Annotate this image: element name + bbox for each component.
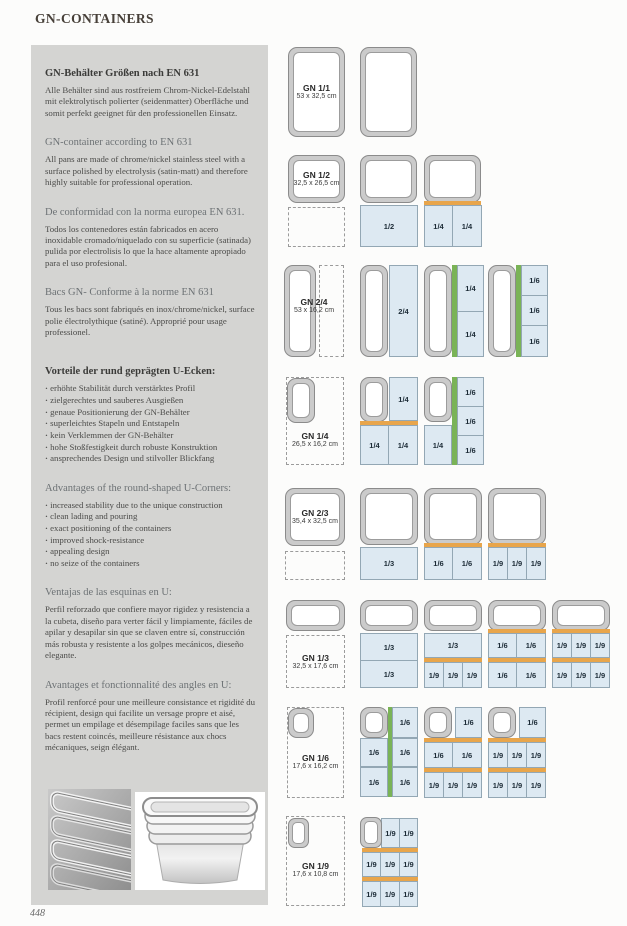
- fraction-cell: 1/6: [392, 767, 418, 797]
- fraction-cell: 1/4: [452, 205, 482, 247]
- gn-pan-inner: [429, 493, 477, 540]
- section-heading-de: GN-Behälter Größen nach EN 631: [45, 68, 200, 79]
- gn-pan-inner: [429, 382, 447, 417]
- fraction-cell: 1/9: [380, 852, 400, 877]
- fraction-cell: 1/3: [360, 633, 418, 661]
- orange-divider-stripe: [424, 658, 482, 662]
- gn-pan-shape: [360, 488, 418, 545]
- fraction-cell: 1/4: [457, 265, 484, 312]
- gn-size-dimensions: 17,6 x 10,8 cm: [292, 870, 339, 878]
- list-item: · improved shock-resistance: [45, 535, 256, 547]
- gn-size-dimensions: 17,6 x 16,2 cm: [292, 762, 339, 770]
- fraction-cell: 1/9: [362, 852, 381, 877]
- page-title: GN-CONTAINERS: [35, 11, 154, 26]
- fraction-cell: 1/9: [399, 881, 418, 907]
- fraction-cell: 1/6: [360, 738, 388, 767]
- green-divider-stripe: [452, 265, 457, 357]
- fraction-cell: 1/9: [399, 818, 418, 848]
- fraction-cell: 1/9: [380, 881, 400, 907]
- gn-pan-shape: [286, 600, 345, 631]
- gn-pan-inner: [365, 52, 412, 132]
- fraction-cell: 1/9: [381, 818, 400, 848]
- fraction-cell: 1/9: [552, 633, 572, 658]
- gn-pan-shape: [360, 377, 388, 422]
- fraction-cell: 1/6: [455, 707, 482, 738]
- fraction-cell: 1/6: [516, 633, 546, 658]
- gn-size-label: [282, 294, 346, 318]
- gn-pan-shape: [288, 708, 314, 738]
- fraction-cell: 1/9: [526, 772, 546, 798]
- fraction-cell: 1/2: [360, 205, 418, 247]
- gn-pan-inner: [365, 493, 413, 540]
- gn-size-name: GN 1/3: [302, 652, 329, 663]
- gn-pan-inner: [365, 160, 412, 198]
- gn-pan-inner: [291, 605, 340, 626]
- gn-pan-shape: [288, 47, 345, 137]
- gn-pan-inner: [493, 493, 541, 540]
- gn-pan-shape: [488, 600, 546, 631]
- list-item: · zielgerechtes und sauberes Ausgießen: [45, 395, 256, 407]
- gn-pan-inner: [365, 712, 383, 733]
- advantages-heading-fr: Avantages et fonctionnalité des angles en U:: [45, 679, 232, 691]
- fraction-cell: 1/6: [457, 406, 484, 436]
- orange-divider-stripe: [362, 877, 418, 881]
- gn-pan-inner: [292, 383, 310, 418]
- dashed-outline: [288, 207, 345, 247]
- fraction-cell: 1/6: [488, 633, 517, 658]
- gn-pan-inner: [429, 160, 476, 198]
- list-item: · genaue Positionierung der GN-Behälter: [45, 407, 256, 419]
- fraction-cell: 1/6: [392, 707, 418, 738]
- orange-divider-stripe: [488, 658, 546, 662]
- list-item: · hohe Stoßfestigkeit durch robuste Konstruktion: [45, 442, 256, 454]
- fraction-cell: 1/9: [507, 547, 527, 580]
- gn-pan-inner: [293, 52, 340, 132]
- gn-size-name: GN 1/6: [302, 752, 329, 763]
- gn-pan-shape: [360, 817, 382, 848]
- gn-size-dimensions: 35,4 x 32,5 cm: [292, 517, 338, 525]
- list-item: · clean lading and pouring: [45, 511, 256, 523]
- fraction-cell: 1/9: [590, 633, 610, 658]
- green-divider-stripe: [388, 707, 392, 797]
- gn-size-label: [287, 750, 344, 774]
- advantages-body-es: Perfil reforzado que confiere mayor rigidez y resistencia a la cubeta, diseño para verter fácil y limpiamente, fáciles de apilar y desapilar sin que se claven entre sí, construcción más robusta y resistente a los golpes mecánicos, dieseño elegante.: [45, 604, 253, 661]
- section-body-es: Todos los contenedores están fabricados en acero inoxidable cromado/niquelado con su superficie (satinada) pulida por electrolisis lo que la hace altamente apropiado para el uso profesional.: [45, 223, 251, 268]
- fraction-cell: 1/9: [590, 662, 610, 688]
- list-item: · no seize of the containers: [45, 558, 256, 570]
- section-body-en: All pans are made of chrome/nickel stainless steel with a surface polished by electrolysis (satin-matt) and therefore highly suitable for professional operation.: [45, 154, 248, 188]
- list-item: · ansprechendes Design und stilvoller Blickfang: [45, 453, 256, 465]
- fraction-cell: 1/6: [521, 295, 548, 326]
- gn-pan-inner: [493, 270, 511, 352]
- gn-pan-inner: [365, 270, 383, 352]
- list-item: · superleichtes Stapeln und Entstapeln: [45, 418, 256, 430]
- list-item: · exact positioning of the containers: [45, 523, 256, 535]
- fraction-cell: 1/9: [571, 662, 591, 688]
- fraction-cell: 1/6: [521, 325, 548, 357]
- fraction-cell: 1/9: [443, 662, 463, 688]
- gn-pan-shape: [424, 600, 482, 631]
- gn-pan-inner: [429, 270, 447, 352]
- fraction-cell: 1/4: [457, 311, 484, 357]
- orange-divider-stripe: [552, 658, 610, 662]
- gn-pan-shape: [287, 378, 315, 423]
- fraction-cell: 1/9: [424, 772, 444, 798]
- gn-pan-inner: [493, 605, 541, 626]
- gn-pan-shape: [288, 818, 309, 848]
- fraction-cell: 1/9: [424, 662, 444, 688]
- gn-pan-shape: [488, 488, 546, 545]
- gn-pan-shape: [424, 488, 482, 545]
- gn-pan-inner: [290, 493, 340, 541]
- orange-divider-stripe: [488, 738, 546, 742]
- gn-pan-shape: [360, 600, 418, 631]
- section-heading-es: De conformidad con la norma europea EN 631.: [45, 206, 245, 218]
- fraction-cell: 1/9: [488, 742, 508, 768]
- fraction-cell: 1/9: [507, 742, 527, 768]
- fraction-cell: 1/6: [457, 377, 484, 407]
- gn-size-name: GN 1/1: [303, 82, 330, 93]
- gn-pan-shape: [424, 707, 452, 738]
- section-heading-fr: Bacs GN- Conforme à la norme EN 631: [45, 287, 214, 299]
- gn-size-name: GN 1/4: [301, 430, 329, 441]
- gn-size-label: [286, 858, 345, 882]
- orange-divider-stripe: [424, 201, 481, 205]
- fraction-cell: 1/4: [389, 377, 418, 421]
- advantages-heading-en: Advantages of the round-shaped U-Corners:: [45, 482, 232, 494]
- fraction-cell: 1/9: [526, 547, 546, 580]
- fraction-cell: 1/9: [399, 852, 418, 877]
- gn-size-dimensions: 53 x 16,2 cm: [293, 306, 335, 314]
- fraction-cell: 1/6: [519, 707, 546, 738]
- advantages-heading-de: Vorteile der rund geprägten U-Ecken:: [45, 366, 216, 378]
- dashed-outline: [285, 551, 345, 580]
- fraction-cell: 1/6: [452, 742, 482, 768]
- orange-divider-stripe: [360, 421, 418, 425]
- gn-pan-inner: [364, 821, 378, 844]
- list-item: · increased stability due to the unique construction: [45, 500, 256, 512]
- gn-pan-shape: [424, 377, 452, 422]
- gn-pan-inner: [429, 605, 477, 626]
- gn-pan-inner: [493, 712, 511, 733]
- gn-pan-shape: [360, 265, 388, 357]
- fraction-cell: 1/9: [362, 881, 381, 907]
- gn-pan-inner: [293, 160, 340, 198]
- gn-pan-shape: [552, 600, 610, 631]
- fraction-cell: 1/9: [571, 633, 591, 658]
- list-item: · erhöhte Stabilität durch verstärktes Profil: [45, 383, 256, 395]
- fraction-cell: 1/9: [488, 772, 508, 798]
- fraction-cell: 1/9: [462, 662, 482, 688]
- gn-size-dimensions: 26,5 x 16,2 cm: [292, 440, 338, 448]
- green-divider-stripe: [452, 377, 457, 465]
- fraction-cell: 1/9: [488, 547, 508, 580]
- fraction-cell: 1/6: [424, 547, 453, 580]
- orange-divider-stripe: [362, 848, 418, 852]
- fraction-cell: 1/4: [424, 425, 452, 465]
- gn-pan-shape: [285, 488, 345, 546]
- page-number: 448: [30, 908, 45, 919]
- list-item: · appealing design: [45, 546, 256, 558]
- gn-pan-shape: [288, 155, 345, 203]
- gn-pan-shape: [360, 155, 417, 203]
- fraction-cell: 1/6: [457, 435, 484, 465]
- orange-divider-stripe: [424, 738, 482, 742]
- section-heading-en: GN-container according to EN 631: [45, 137, 193, 149]
- gn-pan-shape: [424, 265, 452, 357]
- gn-size-name: GN 1/9: [302, 860, 329, 871]
- gn-pan-shape: [488, 707, 516, 738]
- fraction-cell: 1/9: [443, 772, 463, 798]
- gn-size-dimensions: 32,5 x 26,5 cm: [293, 179, 340, 187]
- fraction-cell: 1/6: [392, 738, 418, 767]
- fraction-cell: 2/4: [389, 265, 418, 357]
- gn-size-label: [286, 428, 344, 452]
- fraction-cell: 1/6: [521, 265, 548, 296]
- gn-pan-shape: [360, 47, 417, 137]
- fraction-cell: 1/3: [360, 660, 418, 688]
- orange-divider-stripe: [424, 768, 482, 772]
- orange-divider-stripe: [488, 543, 546, 547]
- gn-size-name: GN 1/2: [303, 169, 330, 180]
- fraction-cell: 1/4: [424, 205, 453, 247]
- fraction-cell: 1/6: [516, 662, 546, 688]
- fraction-cell: 1/4: [360, 425, 389, 465]
- orange-divider-stripe: [424, 543, 482, 547]
- fraction-cell: 1/3: [424, 633, 482, 658]
- gn-pan-shape: [424, 155, 481, 203]
- fraction-cell: 1/6: [424, 742, 453, 768]
- gn-size-label: [286, 650, 345, 674]
- fraction-cell: 1/9: [552, 662, 572, 688]
- gn-pan-inner: [429, 712, 447, 733]
- gn-size-name: GN 2/4: [300, 296, 328, 307]
- gn-pan-inner: [293, 713, 309, 733]
- gn-size-name: GN 2/3: [301, 507, 329, 518]
- orange-divider-stripe: [488, 629, 546, 633]
- green-divider-stripe: [516, 265, 521, 357]
- gn-size-dimensions: 32,5 x 17,6 cm: [292, 662, 339, 670]
- fraction-cell: 1/6: [452, 547, 482, 580]
- advantages-body-fr: Profil renforcé pour une meilleure consistance et rigidité du récipient, design qui facilite un versage propre et aisé, permet un empilage et désempilage faciles sans que les bacs restent coincés, meilleure résistance aux chocs mécaniques, seign élégant.: [45, 696, 256, 753]
- gn-pan-inner: [365, 605, 413, 626]
- list-item: · kein Verklemmen der GN-Behälter: [45, 430, 256, 442]
- gn-pan-shape: [360, 707, 388, 738]
- orange-divider-stripe: [552, 629, 610, 633]
- fraction-cell: 1/3: [360, 547, 418, 580]
- section-body-fr: Tous les bacs sont fabriqués en inox/chrome/nickel, surface polie électrolythique (satiné). Approprié pour usage professionel.: [45, 304, 255, 338]
- gn-size-dimensions: 53 x 32,5 cm: [296, 92, 337, 100]
- gn-pan-shape: [488, 265, 516, 357]
- fraction-cell: 1/6: [488, 662, 517, 688]
- advantages-heading-es: Ventajas de las esquinas en U:: [45, 587, 172, 599]
- gn-pan-inner: [292, 822, 305, 844]
- fraction-cell: 1/9: [507, 772, 527, 798]
- fraction-cell: 1/4: [388, 425, 418, 465]
- section-body-de: Alle Behälter sind aus rostfreiem Chrom-Nickel-Edelstahl mit elektrolytisch polierter (seidenmatter) Oberfläche und somit perfekt geeignet für den professionellen Einsatz.: [45, 85, 250, 118]
- gn-pan-inner: [557, 605, 605, 626]
- fraction-cell: 1/6: [360, 767, 388, 797]
- fraction-cell: 1/9: [462, 772, 482, 798]
- orange-divider-stripe: [488, 768, 546, 772]
- gn-pan-inner: [365, 382, 383, 417]
- fraction-cell: 1/9: [526, 742, 546, 768]
